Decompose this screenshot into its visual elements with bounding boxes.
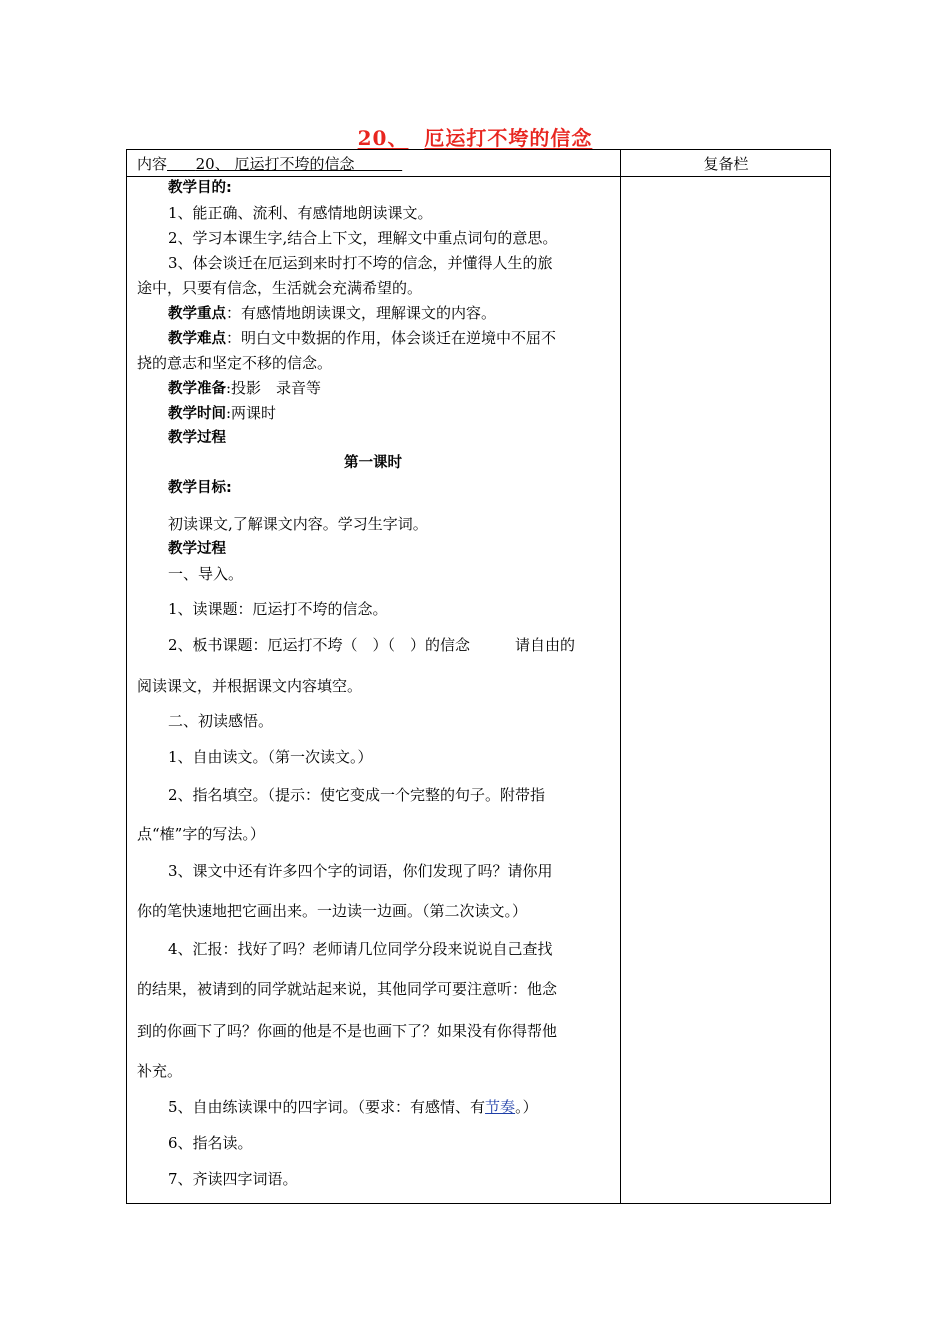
step-2-4-cont-2: 到的你画下了吗？你画的他是不是也画下了？如果没有你得帮他: [137, 1022, 558, 1040]
step-2-4: 4、汇报：找好了吗？老师请几位同学分段来说说自己查找: [168, 940, 553, 958]
lesson-1-goal-heading: 教学目标:: [168, 480, 232, 496]
step-2-1: 1、自由读文。（第一次读文。）: [168, 748, 373, 766]
objectives-heading: 教学目的:: [168, 180, 232, 196]
page-title: [0, 122, 950, 151]
preparation: 教学准备:投影 录音等: [168, 379, 322, 397]
step-1-2: 2、板书课题：厄运打不垮（ ）（ ）的信念 请自由的: [168, 636, 576, 654]
lesson-1-title: 第一课时: [344, 455, 402, 471]
difficulty: 教学难点：明白文中数据的作用，体会谈迁在逆境中不屈不: [168, 329, 557, 347]
content-header: [137, 153, 402, 174]
objective-3: 3、体会谈迁在厄运到来时打不垮的信念，并懂得人生的旅: [168, 254, 553, 272]
objective-1: 1、能正确、流利、有感情地朗读课文。: [168, 204, 433, 222]
step-2-6: 6、指名读。: [168, 1134, 253, 1152]
header-divider: [126, 176, 831, 177]
step-2-7: 7、齐读四字词语。: [168, 1170, 298, 1188]
step-intro: 一、导入。: [168, 565, 244, 583]
step-2-2: 2、指名填空。（提示：使它变成一个完整的句子。附带指: [168, 786, 546, 804]
column-divider: [620, 149, 621, 1204]
rhythm-link[interactable]: 节奏: [485, 1098, 516, 1116]
step-2-2-cont: 点“榷”字的写法。）: [137, 825, 265, 843]
step-2-4-cont-1: 的结果，被请到的同学就站起来说，其他同学可要注意听：他念: [137, 980, 558, 998]
difficulty-cont: 挠的意志和坚定不移的信念。: [137, 354, 333, 372]
title-number: 20、: [357, 126, 409, 150]
teaching-time: 教学时间:两课时: [168, 404, 277, 422]
step-2-3-cont: 你的笔快速地把它画出来。一边读一边画。（第二次读文。）: [137, 902, 528, 920]
step-reading: 二、初读感悟。: [168, 712, 274, 730]
step-1-1: 1、读课题：厄运打不垮的信念。: [168, 600, 388, 618]
key-point: 教学重点：有感情地朗读课文，理解课文的内容。: [168, 304, 497, 322]
process-heading: 教学过程: [168, 430, 226, 446]
content-label: 内容: [137, 155, 168, 173]
review-column-header: 复备栏: [703, 155, 749, 173]
step-2-5: 5、自由练读课中的四字词。（要求：有感情、有节奏。）: [168, 1098, 538, 1116]
title-text: 厄运打不垮的信念: [424, 126, 593, 150]
step-2-3: 3、课文中还有许多四个字的词语，你们发现了吗？请你用: [168, 862, 553, 880]
lesson-1-goal-text: 初读课文,了解课文内容。学习生字词。: [168, 515, 428, 533]
objective-2: 2、学习本课生字,结合上下文，理解文中重点词句的意思。: [168, 229, 558, 247]
step-2-4-cont-3: 补充。: [137, 1062, 183, 1080]
content-value: 20、 厄运打不垮的信念: [195, 155, 355, 173]
lesson-1-process-heading: 教学过程: [168, 541, 226, 557]
step-1-2-cont: 阅读课文，并根据课文内容填空。: [137, 677, 363, 695]
objective-3-cont: 途中，只要有信念，生活就会充满希望的。: [137, 279, 423, 297]
